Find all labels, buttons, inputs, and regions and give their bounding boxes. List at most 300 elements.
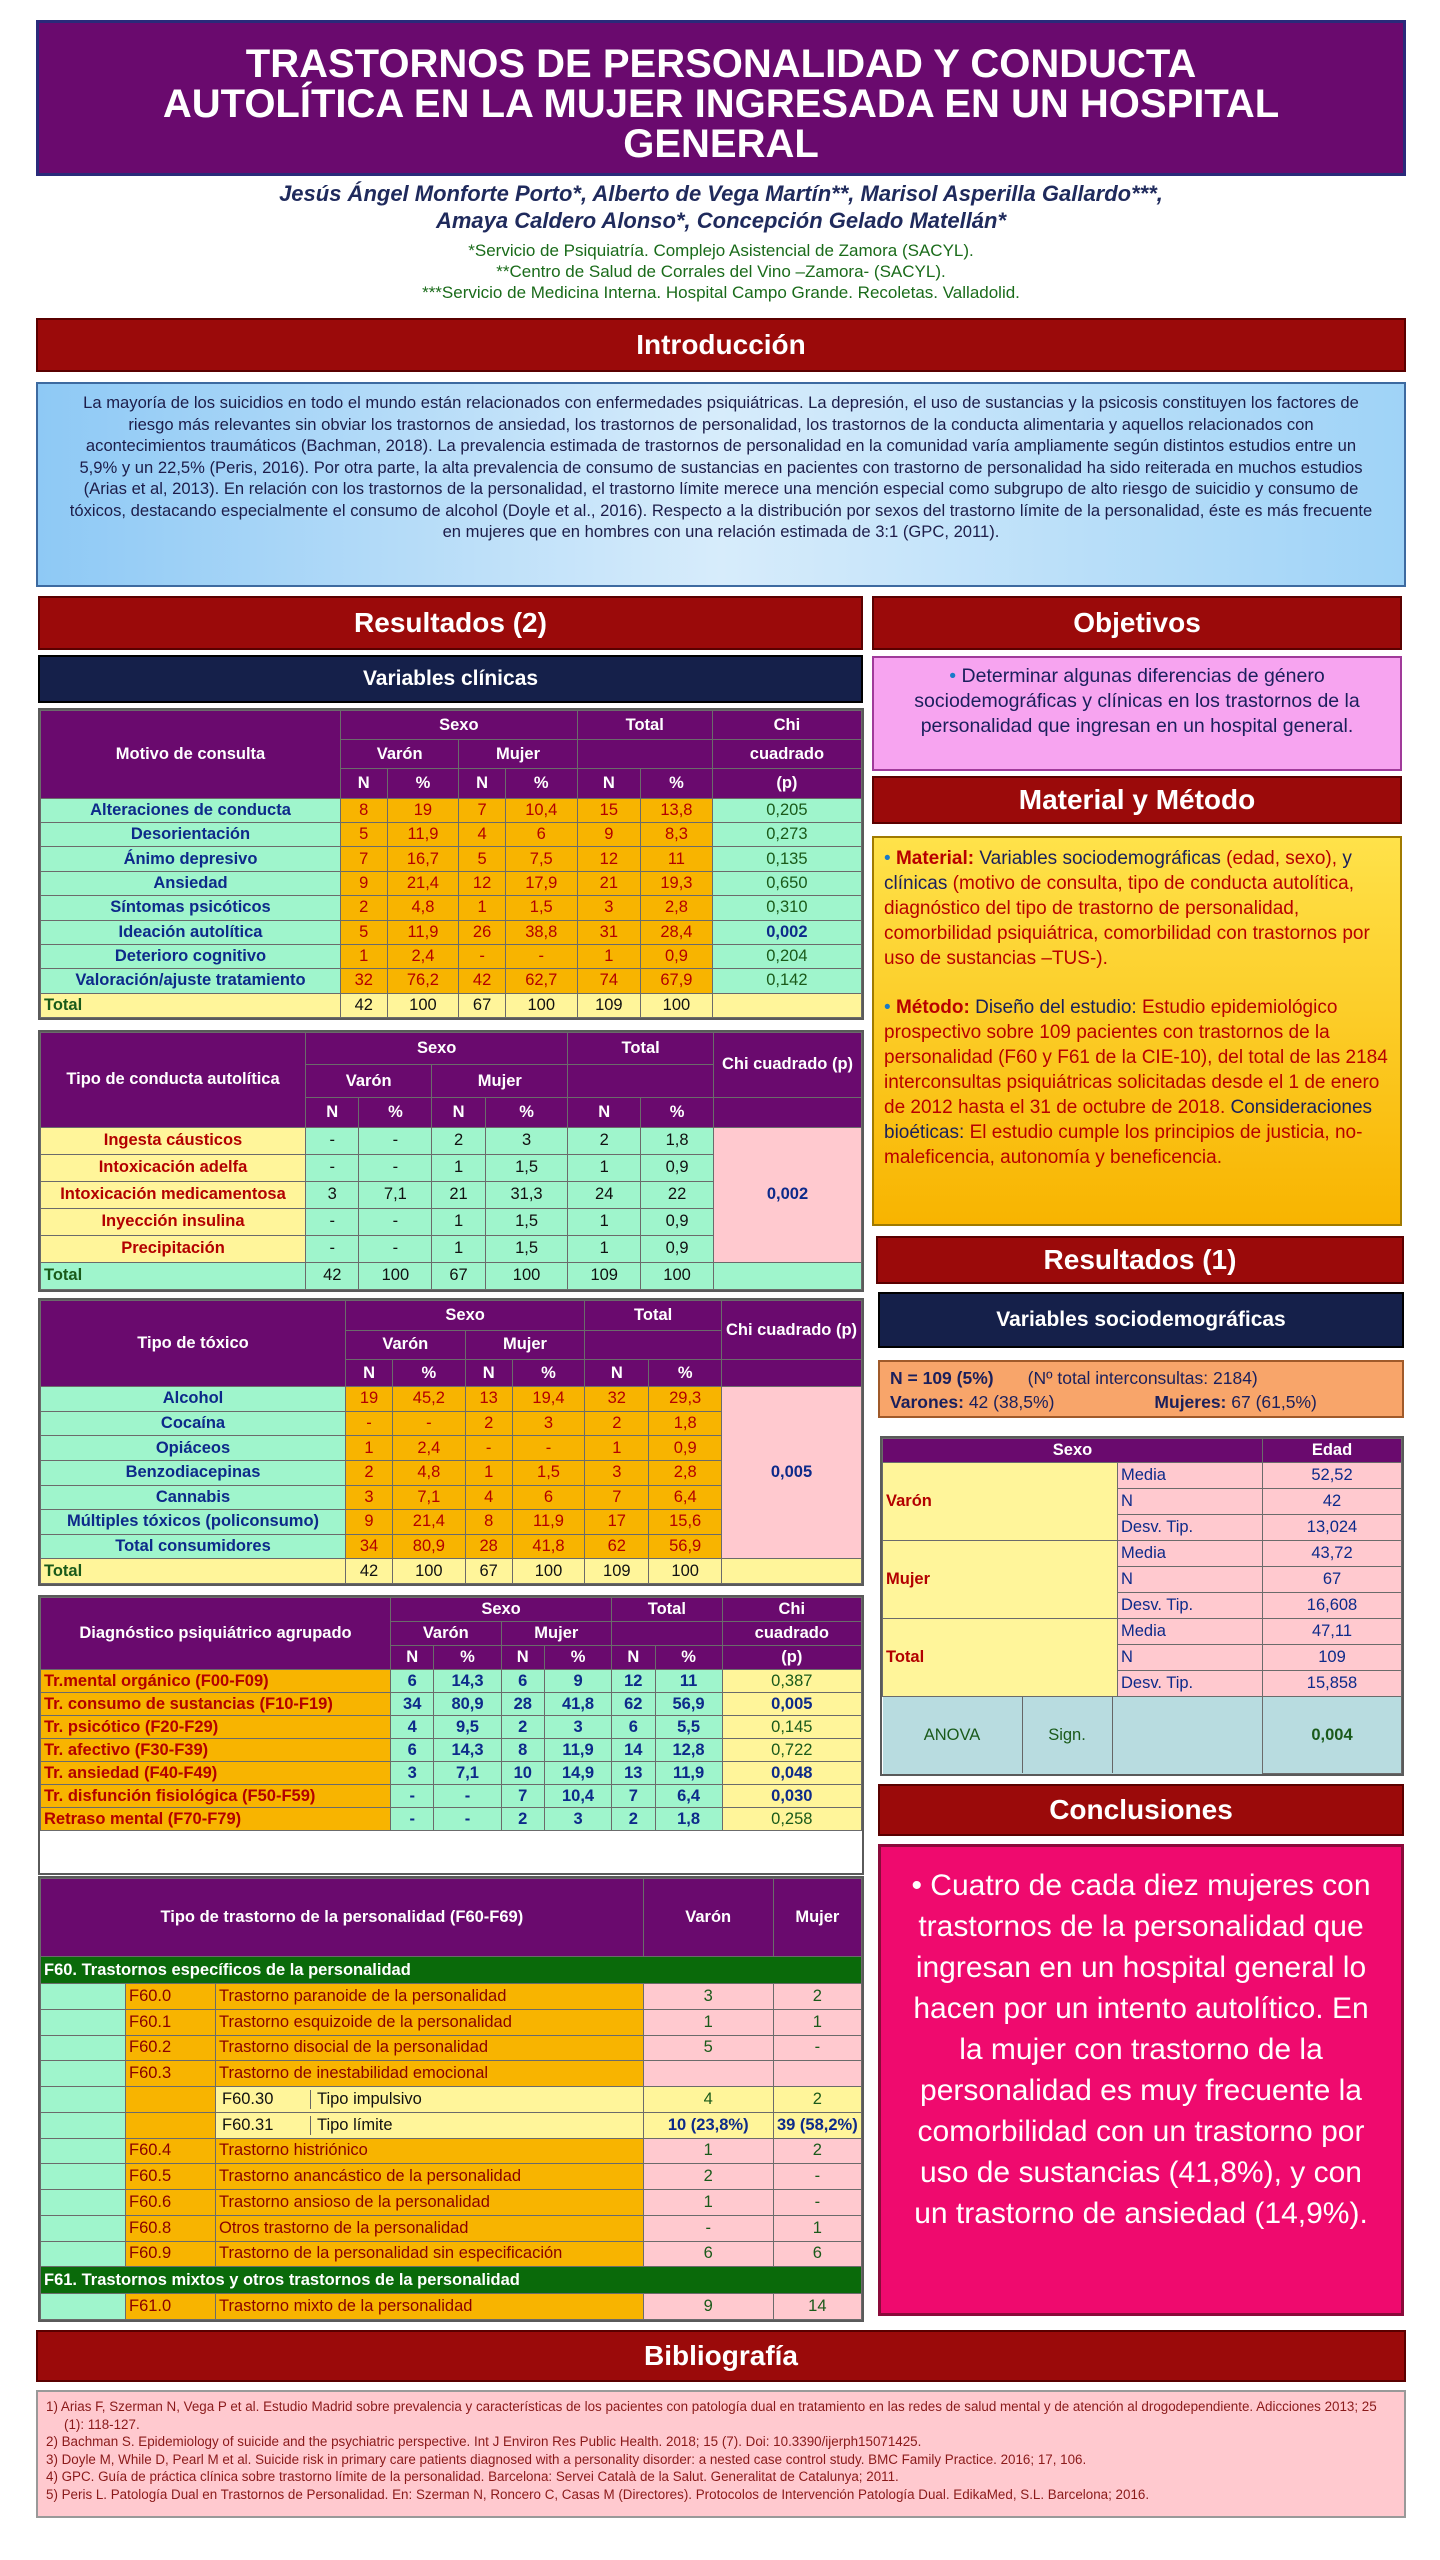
material-b: (edad, sexo), (1226, 848, 1338, 869)
table-cell (41, 2215, 126, 2241)
table-row (41, 1262, 862, 1289)
poster-title (36, 20, 1406, 176)
table-cell: Precipitación (41, 1235, 306, 1262)
col-header: N (577, 769, 640, 798)
table-cell: 6 (391, 1670, 434, 1693)
table-cell: 2 (773, 1984, 861, 2010)
affiliation: *Servicio de Psiquiatría. Complejo Asistencial de Zamora (SACYL). (468, 241, 974, 260)
reference: 1) Arias F, Szerman N, Vega P et al. Estudio Madrid sobre prevalencia y características de los pacientes con patología dual en tratamiento en las redes de salud mental y de atención al drogodependiente. Adicciones 2013; 25 (1): 118-127. (46, 2399, 1377, 2432)
col-header: % (545, 1646, 612, 1670)
conclusions-box (878, 1844, 1404, 2316)
table-cell: 32 (585, 1387, 649, 1412)
table-cell: Media (1118, 1463, 1263, 1489)
anova-pvalue: 0,004 (1263, 1697, 1402, 1774)
group-row (41, 2267, 862, 2294)
table-cell: 56,9 (649, 1534, 722, 1559)
table-cell: 0,650 (712, 871, 861, 895)
table-tipo-toxico (38, 1298, 864, 1586)
table-cell: 21,4 (387, 871, 459, 895)
table-cell: Total (41, 1559, 346, 1584)
table-cell: Desorientación (41, 823, 341, 847)
table-cell: 42 (346, 1559, 393, 1584)
table-cell: 2 (773, 2138, 861, 2164)
table-cell: 67 (465, 1559, 512, 1584)
col-header: % (393, 1360, 466, 1387)
table-cell: 26 (459, 920, 506, 944)
table-cell: - (773, 2164, 861, 2190)
table-cell (773, 2061, 861, 2087)
table-cell: 13 (465, 1387, 512, 1412)
col-header (722, 1360, 862, 1387)
table-cell: 14 (612, 1739, 655, 1762)
col-header: Diagnóstico psiquiátrico agrupado (41, 1598, 391, 1670)
table-cell: 0,145 (722, 1716, 861, 1739)
table-cell: Total (41, 1262, 306, 1289)
table-cell: 41,8 (545, 1693, 612, 1716)
table-cell: 8 (501, 1739, 544, 1762)
table-cell: F60. Trastornos específicos de la personalidad (41, 1957, 862, 1984)
table-row (41, 1559, 862, 1584)
mujeres-value: 67 (61,5%) (1231, 1392, 1317, 1412)
table-cell: Intoxicación medicamentosa (41, 1181, 306, 1208)
table-cell: 12 (459, 871, 506, 895)
col-header: (p) (712, 769, 861, 798)
table-cell: 67 (459, 993, 506, 1017)
col-header: Motivo de consulta (41, 711, 341, 799)
table-conducta-autolitica (38, 1030, 864, 1292)
table-row (41, 1739, 862, 1762)
table-cell: 8,3 (641, 823, 713, 847)
table-cell: 67 (1263, 1567, 1402, 1593)
table-row (883, 1541, 1402, 1567)
table-cell: 62,7 (505, 969, 577, 993)
table-cell: 3 (391, 1762, 434, 1785)
table-row (41, 1984, 862, 2010)
table-cell: 5,5 (655, 1716, 722, 1739)
table-cell: - (359, 1208, 432, 1235)
table-cell: Tr.mental orgánico (F00-F09) (41, 1670, 391, 1693)
table-cell: - (359, 1235, 432, 1262)
col-header: Sexo (346, 1301, 585, 1331)
table-cell: 0,722 (722, 1739, 861, 1762)
table-cell: 76,2 (387, 969, 459, 993)
col-header: N (346, 1360, 393, 1387)
table-cell: 4 (643, 2087, 773, 2113)
table-cell: 5 (341, 920, 388, 944)
table-cell: Valoración/ajuste tratamiento (41, 969, 341, 993)
col-header: N (612, 1646, 655, 1670)
table-cell: 7,1 (359, 1181, 432, 1208)
bullet-icon: • (949, 665, 962, 687)
table-cell: Trastorno histriónico (216, 2138, 644, 2164)
table-cell: 19,3 (641, 871, 713, 895)
table-cell: 2 (346, 1460, 393, 1485)
col-header: % (649, 1360, 722, 1387)
table-cell: 0,9 (641, 1235, 714, 1262)
table-tipo-trastorno (38, 1876, 864, 2322)
table-cell (722, 1559, 862, 1584)
table-cell: - (773, 2035, 861, 2061)
table-cell: 9 (577, 823, 640, 847)
col-header: Tipo de tóxico (41, 1301, 346, 1387)
table-cell: - (505, 944, 577, 968)
table-cell: 4 (391, 1716, 434, 1739)
table-cell: Trastorno esquizoide de la personalidad (216, 2009, 644, 2035)
col-header: cuadrado (722, 1622, 861, 1646)
clinical-variables-heading: Variables clínicas (38, 655, 863, 703)
method-d: El estudio cumple los principios de justicia, no-maleficencia, autonomía y beneficencia. (884, 1122, 1363, 1168)
table-cell: F60.6 (126, 2190, 216, 2216)
method-c: Consideraciones bioéticas: (884, 1097, 1373, 1143)
reference: 5) Peris L. Patología Dual en Trastornos de Personalidad. En: Szerman N, Roncero C, Casas M (Directores). Protocolos de Intervención Patología Dual. EdikaMed, S.L. Barcelona; 2016. (46, 2486, 1150, 2502)
table-cell: 12,8 (655, 1739, 722, 1762)
table-cell (126, 2087, 216, 2113)
col-header: Sexo (306, 1033, 568, 1065)
methods-box (872, 836, 1402, 1226)
col-header: Edad (1263, 1439, 1402, 1463)
table-cell: 1,8 (641, 1127, 714, 1154)
table-cell: 13 (612, 1762, 655, 1785)
subtype-code: F60.30 (216, 2090, 311, 2109)
table-row (41, 2241, 862, 2267)
table-row (41, 2190, 862, 2216)
table-cell: 3 (577, 896, 640, 920)
table-cell: F61. Trastornos mixtos y otros trastornos de la personalidad (41, 2267, 862, 2294)
table-cell: F60.1 (126, 2009, 216, 2035)
table-cell: 109 (577, 993, 640, 1017)
table-row (41, 823, 862, 847)
table-cell: 0,9 (641, 1154, 714, 1181)
conclusions-heading: Conclusiones (878, 1784, 1404, 1836)
table-cell: 2 (612, 1808, 655, 1831)
col-header: N (459, 769, 506, 798)
table-cell: 0,9 (641, 1208, 714, 1235)
table-cell: 1 (459, 896, 506, 920)
table-cell (216, 2087, 644, 2113)
table-cell: Trastorno paranoide de la personalidad (216, 1984, 644, 2010)
col-header: Chi cuadrado (p) (714, 1033, 862, 1098)
col-header (612, 1622, 723, 1646)
table-cell: 2,8 (641, 896, 713, 920)
table-cell: Desv. Tip. (1118, 1593, 1263, 1619)
table-cell: 6,4 (649, 1485, 722, 1510)
table-cell: 19,4 (512, 1387, 585, 1412)
intro-heading: Introducción (36, 318, 1406, 372)
table-row (41, 2112, 862, 2138)
table-cell: 11,9 (512, 1510, 585, 1535)
table-row (41, 1808, 862, 1831)
table-cell: 7 (459, 798, 506, 822)
table-cell: 1 (346, 1436, 393, 1461)
authors (36, 180, 1406, 234)
col-header (714, 1097, 862, 1127)
col-header: Tipo de conducta autolítica (41, 1033, 306, 1128)
col-header: % (387, 769, 459, 798)
table-cell (41, 2241, 126, 2267)
table-cell: 7 (501, 1785, 544, 1808)
table-cell: 10 (23,8%) (643, 2112, 773, 2138)
subtype-label: Tipo límite (317, 2115, 393, 2134)
table-cell: 3 (585, 1460, 649, 1485)
table-cell: N (1118, 1645, 1263, 1671)
table-cell: Tr. consumo de sustancias (F10-F19) (41, 1693, 391, 1716)
table-cell: 34 (346, 1534, 393, 1559)
col-header: N (432, 1097, 485, 1127)
col-header: cuadrado (712, 740, 861, 769)
col-header: (p) (722, 1646, 861, 1670)
table-cell: 12 (612, 1670, 655, 1693)
bibliography-list (36, 2390, 1406, 2518)
table-cell: - (393, 1411, 466, 1436)
table-cell: 4,8 (387, 896, 459, 920)
table-cell: 28 (465, 1534, 512, 1559)
results1-heading: Resultados (1) (876, 1236, 1404, 1284)
table-cell: Trastorno anancástico de la personalidad (216, 2164, 644, 2190)
table-cell: 11,9 (387, 920, 459, 944)
objectives-text: Determinar algunas diferencias de género sociodemográficas y clínicas en los trastornos de la personalidad que ingresan en un hospital general. (914, 665, 1360, 737)
table-cell: 6 (773, 2241, 861, 2267)
table-cell: Ánimo depresivo (41, 847, 341, 871)
table-cell: 2,4 (393, 1436, 466, 1461)
table-cell: - (643, 2215, 773, 2241)
table-cell: Tr. afectivo (F30-F39) (41, 1739, 391, 1762)
table-cell: Total consumidores (41, 1534, 346, 1559)
total-interconsultas: (Nº total interconsultas: 2184) (1027, 1368, 1258, 1388)
table-cell: F60.4 (126, 2138, 216, 2164)
col-header: N (341, 769, 388, 798)
table-cell: F60.3 (126, 2061, 216, 2087)
table-cell: 1,5 (485, 1208, 568, 1235)
table-cell: 0,030 (722, 1785, 861, 1808)
table-cell: 12 (577, 847, 640, 871)
table-cell: 9,5 (434, 1716, 501, 1739)
table-cell: 6 (512, 1485, 585, 1510)
table-cell: - (465, 1436, 512, 1461)
table-cell: 9 (545, 1670, 612, 1693)
table-cell: 10,4 (505, 798, 577, 822)
method-paragraph (884, 995, 1390, 1170)
table-row (41, 1387, 862, 1412)
table-cell: 56,9 (655, 1693, 722, 1716)
table-cell: 31 (577, 920, 640, 944)
table-cell: 2 (585, 1411, 649, 1436)
table-cell (41, 2009, 126, 2035)
table-cell: 7,5 (505, 847, 577, 871)
table-cell: 100 (387, 993, 459, 1017)
table-cell: Varón (883, 1463, 1118, 1541)
table-cell: Alcohol (41, 1387, 346, 1412)
table-cell: Deterioro cognitivo (41, 944, 341, 968)
table-cell: Intoxicación adelfa (41, 1154, 306, 1181)
table-cell: F60.0 (126, 1984, 216, 2010)
table-row (41, 1762, 862, 1785)
table-cell: 14,3 (434, 1739, 501, 1762)
material-d: (motivo de consulta, tipo de conducta autolítica, diagnóstico del tipo de trastorno de personalidad, comorbilidad psiquiátrica, comorbilidad con trastornos por uso de sustancias –TUS-). (884, 873, 1370, 969)
table-cell: 15,858 (1263, 1671, 1402, 1697)
table-cell: 11 (655, 1670, 722, 1693)
table-cell: 2 (465, 1411, 512, 1436)
table-motivo-consulta (38, 708, 864, 1020)
intro-text: La mayoría de los suicidios en todo el mundo están relacionados con enfermedades psiquiátricas. La depresión, el uso de sustancias y la psicosis constituyen los factores de riesgo más relevantes sin obviar los trastornos de ansiedad, los trastornos de personalidad, los trastornos de la conducta alimentaria y aquellos relacionados con acontecimientos traumáticos (Bachman, 2018). La prevalencia estimada de trastornos de personalidad en la comunidad varía ampliamente según distintos estudios entre un 5,9% y un 22,5% (Peris, 2016). Por otra parte, la alta prevalencia de consumo de sustancias en pacientes con trastorno de personalidad ha sido reiterada en muchos estudios (Arias et al, 2013). En relación con los trastornos de la personalidad, el trastorno límite merece una mención especial como subgrupo de alto riesgo de suicidio y consumo de tóxicos, destacando especialmente el consumo de alcohol (Doyle et al., 2016). Respecto a la distribución por sexos del trastorno límite de la personalidad, éste es más frecuente en mujeres que en hombres con una relación estimada de 3:1 (GPC, 2011). (36, 382, 1406, 587)
table-cell: - (434, 1785, 501, 1808)
table-cell: 11 (641, 847, 713, 871)
table-cell: - (459, 944, 506, 968)
table-cell: 1 (643, 2138, 773, 2164)
title-line: AUTOLÍTICA EN LA MUJER INGRESADA EN UN HOSPITAL (162, 82, 1280, 126)
table-row (41, 871, 862, 895)
table-cell (41, 2138, 126, 2164)
table-cell: 0,9 (649, 1436, 722, 1461)
table-row (41, 2138, 862, 2164)
table-cell: - (306, 1235, 359, 1262)
table-cell: 62 (585, 1534, 649, 1559)
table-cell: Alteraciones de conducta (41, 798, 341, 822)
col-header: Chi (712, 711, 861, 740)
col-header: % (655, 1646, 722, 1670)
table-cell: Ideación autolítica (41, 920, 341, 944)
table-cell: 100 (485, 1262, 568, 1289)
col-header: Total (612, 1598, 723, 1622)
table-cell: 13,024 (1263, 1515, 1402, 1541)
col-header: Varón (306, 1065, 432, 1097)
table-cell: 100 (649, 1559, 722, 1584)
table-cell: Total (41, 993, 341, 1017)
col-header: Mujer (773, 1879, 861, 1957)
table-cell: 0,048 (722, 1762, 861, 1785)
table-cell: 14 (773, 2294, 861, 2320)
table-cell: 100 (641, 1262, 714, 1289)
subtype-code: F60.31 (216, 2116, 311, 2135)
table-cell: 62 (612, 1693, 655, 1716)
conclusions-text: Cuatro de cada diez mujeres con trastornos de la personalidad que ingresan en un hospital general lo hacen por un intento autolítico. En la mujer con trastorno de la personalidad es muy frecuente la comorbilidad con un trastorno por uso de sustancias (41,8%), y con un trastorno de ansiedad (14,9%). (913, 1869, 1371, 2230)
sociodemographic-heading: Variables sociodemográficas (878, 1292, 1404, 1348)
table-cell: Tr. ansiedad (F40-F49) (41, 1762, 391, 1785)
table-cell (216, 2112, 644, 2138)
method-a: Diseño del estudio: (975, 997, 1137, 1018)
table-cell: Mujer (883, 1541, 1118, 1619)
table-cell: 1,8 (655, 1808, 722, 1831)
col-header: Sexo (341, 711, 578, 740)
reference: 2) Bachman S. Epidemiology of suicide and the psychiatric perspective. Int J Environ Res Public Health. 2018; 15 (7). Doi: 10.3390/ijerph15071425. (46, 2434, 922, 2450)
table-cell: - (359, 1154, 432, 1181)
table-cell: 22 (641, 1181, 714, 1208)
col-header: Sexo (391, 1598, 612, 1622)
table-cell: 2,8 (649, 1460, 722, 1485)
table-cell: 6 (643, 2241, 773, 2267)
col-header: % (512, 1360, 585, 1387)
table-cell (126, 2112, 216, 2138)
table-cell: N (1118, 1567, 1263, 1593)
sign-label: Sign. (1023, 1697, 1113, 1773)
table-cell: 2 (568, 1127, 641, 1154)
table-cell: - (306, 1127, 359, 1154)
table-cell: Desv. Tip. (1118, 1515, 1263, 1541)
col-header: Total (577, 711, 712, 740)
col-header: % (434, 1646, 501, 1670)
col-header: Chi cuadrado (p) (722, 1301, 862, 1360)
table-cell: 9 (346, 1510, 393, 1535)
material-label: Material: (895, 848, 975, 869)
table-cell: 6,4 (655, 1785, 722, 1808)
table-row (41, 2087, 862, 2113)
table-cell (41, 2087, 126, 2113)
table-cell: 7 (585, 1485, 649, 1510)
table-cell: 8 (341, 798, 388, 822)
col-header: % (641, 1097, 714, 1127)
table-cell: 100 (641, 993, 713, 1017)
table-cell: 21 (432, 1181, 485, 1208)
table-cell: Trastorno de la personalidad sin especificación (216, 2241, 644, 2267)
bullet-icon: • (911, 1869, 931, 1902)
col-header: Mujer (432, 1065, 568, 1097)
col-header (577, 740, 712, 769)
table-cell: 0,005 (722, 1693, 861, 1716)
table-cell: 52,52 (1263, 1463, 1402, 1489)
table-cell: 1 (465, 1460, 512, 1485)
table-cell: 2 (773, 2087, 861, 2113)
table-cell: 67,9 (641, 969, 713, 993)
table-cell: 1,5 (485, 1235, 568, 1262)
table-cell: 0,005 (722, 1387, 862, 1559)
table-cell: 1 (643, 2190, 773, 2216)
table-cell: 24 (568, 1181, 641, 1208)
table-cell: 3 (306, 1181, 359, 1208)
table-cell: 29,3 (649, 1387, 722, 1412)
table-cell: 1 (341, 944, 388, 968)
table-cell: 1,5 (505, 896, 577, 920)
table-cell: 7 (341, 847, 388, 871)
table-cell: Múltiples tóxicos (policonsumo) (41, 1510, 346, 1535)
table-cell: 6 (391, 1739, 434, 1762)
table-cell: 5 (643, 2035, 773, 2061)
table-cell: 3 (545, 1716, 612, 1739)
table-cell: 1 (568, 1235, 641, 1262)
table-cell: Síntomas psicóticos (41, 896, 341, 920)
table-cell: F60.8 (126, 2215, 216, 2241)
col-header: N (585, 1360, 649, 1387)
table-cell: 1 (643, 2009, 773, 2035)
material-paragraph (884, 846, 1390, 971)
reference: 4) GPC. Guía de práctica clínica sobre trastorno límite de la personalidad. Barcelona: Servei Català de la Salut. Generalitat de Catalunya; 2011. (46, 2469, 899, 2485)
table-cell: 2 (501, 1716, 544, 1739)
col-header (568, 1065, 714, 1097)
col-header: Tipo de trastorno de la personalidad (F60-F69) (41, 1879, 644, 1957)
table-row (41, 1693, 862, 1716)
table-cell: F60.9 (126, 2241, 216, 2267)
table-cell: 7,1 (393, 1485, 466, 1510)
table-row (41, 944, 862, 968)
table-cell (41, 1984, 126, 2010)
table-cell: 9 (643, 2294, 773, 2320)
table-cell: 14,3 (434, 1670, 501, 1693)
table-cell: 1 (568, 1208, 641, 1235)
table-cell: 0,273 (712, 823, 861, 847)
table-cell: 109 (585, 1559, 649, 1584)
table-cell: 1 (432, 1154, 485, 1181)
table-row (41, 1785, 862, 1808)
table-cell: 6 (612, 1716, 655, 1739)
table-row (883, 1619, 1402, 1645)
anova-label: ANOVA (883, 1697, 1023, 1773)
group-row (41, 1957, 862, 1984)
method-label: Método: (895, 997, 970, 1018)
table-cell: F61.0 (126, 2294, 216, 2320)
col-header: Varón (643, 1879, 773, 1957)
results2-heading: Resultados (2) (38, 596, 863, 650)
table-cell: 42 (341, 993, 388, 1017)
table-row (41, 969, 862, 993)
table-cell: 6 (501, 1670, 544, 1693)
